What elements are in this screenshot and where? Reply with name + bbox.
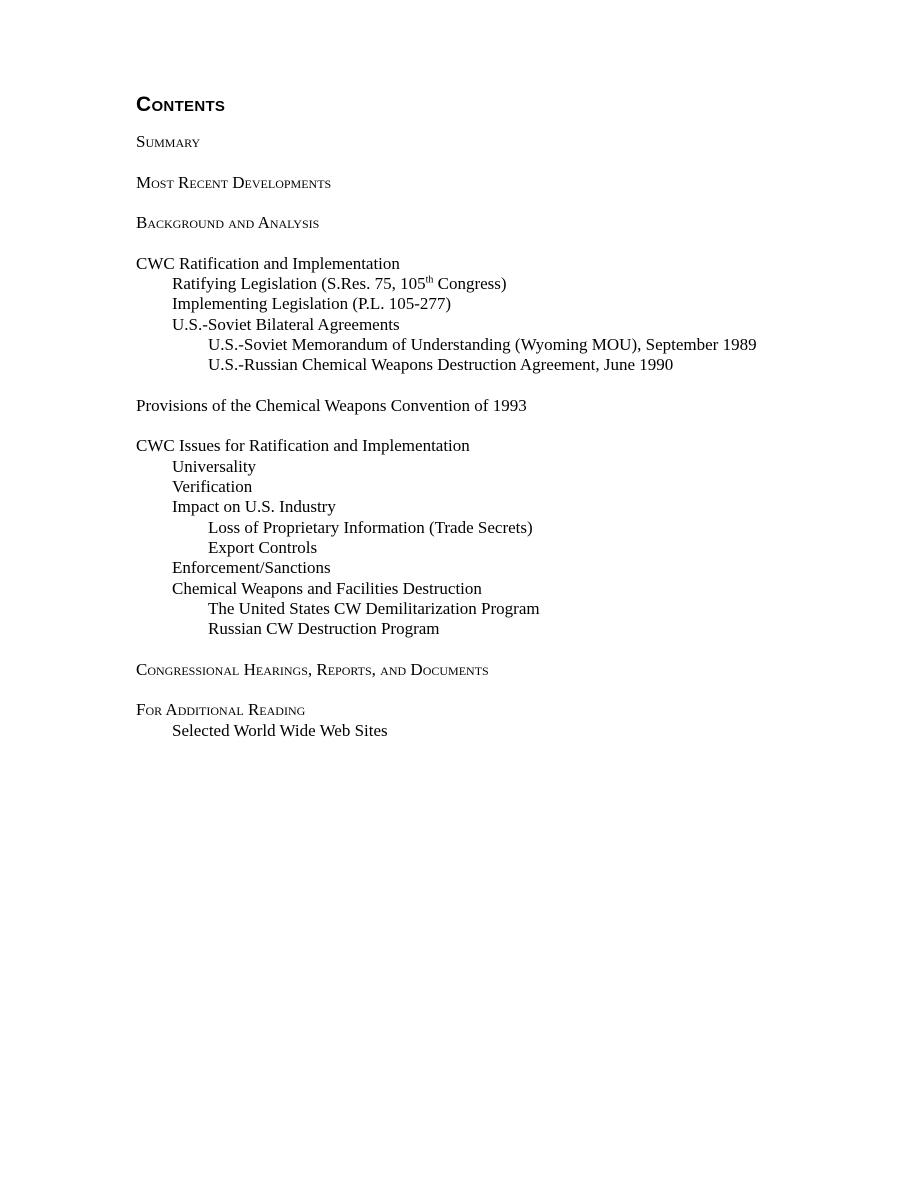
ratifying-text-end: Congress) <box>433 274 507 294</box>
toc-item-ratifying-legislation[interactable] <box>136 274 836 294</box>
toc-item-web-sites[interactable]: Selected World Wide Web Sites <box>172 720 388 740</box>
toc-item-cwc-issues[interactable]: CWC Issues for Ratification and Implementation <box>136 436 470 456</box>
toc-item-impact-on-industry[interactable]: Impact on U.S. Industry <box>172 497 336 517</box>
toc-item-universality[interactable]: Universality <box>172 456 257 476</box>
spacer <box>136 193 836 213</box>
toc-item-us-demilitarization-program[interactable]: The United States CW Demilitarization Program <box>208 598 540 618</box>
spacer <box>136 233 836 253</box>
toc-item-bilateral-agreements[interactable]: U.S.-Soviet Bilateral Agreements <box>172 314 400 334</box>
toc-item-implementing-legislation[interactable]: Implementing Legislation (P.L. 105-277) <box>172 294 452 314</box>
contents-page <box>136 92 836 741</box>
spacer <box>136 680 836 700</box>
toc-item-summary[interactable]: Summary <box>136 132 201 151</box>
spacer <box>136 152 836 172</box>
spacer <box>136 416 836 436</box>
toc-item-most-recent-developments[interactable]: Most Recent Developments <box>136 172 332 192</box>
spacer <box>136 639 836 659</box>
toc-item-export-controls[interactable]: Export Controls <box>208 537 318 557</box>
toc-item-enforcement-sanctions[interactable]: Enforcement/Sanctions <box>172 558 331 578</box>
toc-item-verification[interactable]: Verification <box>172 477 253 497</box>
toc-item-wyoming-mou[interactable]: U.S.-Soviet Memorandum of Understanding (Wyoming MOU), September 1989 <box>208 334 757 354</box>
toc-item-russian-destruction-program[interactable]: Russian CW Destruction Program <box>208 619 440 639</box>
toc-item-facilities-destruction[interactable]: Chemical Weapons and Facilities Destruction <box>172 578 482 598</box>
ordinal-suffix: th <box>425 274 434 286</box>
toc-item-additional-reading[interactable]: For Additional Reading <box>136 700 306 720</box>
spacer <box>136 376 836 396</box>
toc-item-destruction-agreement[interactable]: U.S.-Russian Chemical Weapons Destruction Agreement, June 1990 <box>208 355 674 375</box>
toc-item-cwc-ratification[interactable]: CWC Ratification and Implementation <box>136 253 400 273</box>
toc-item-provisions[interactable]: Provisions of the Chemical Weapons Convention of 1993 <box>136 395 527 415</box>
toc-item-congressional-hearings[interactable]: Congressional Hearings, Reports, and Documents <box>136 659 489 679</box>
page-title: Contents <box>136 93 226 116</box>
toc-item-proprietary-information[interactable]: Loss of Proprietary Information (Trade Secrets) <box>208 517 533 537</box>
toc-item-background-and-analysis[interactable]: Background and Analysis <box>136 213 320 233</box>
ratifying-text: Ratifying Legislation (S.Res. 75, 105 <box>172 274 426 294</box>
